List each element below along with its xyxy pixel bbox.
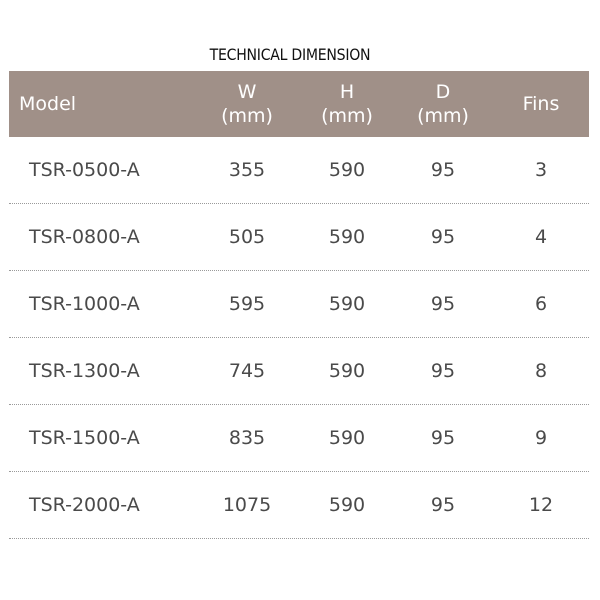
header-height xyxy=(307,71,387,137)
cell-width: 835 xyxy=(228,427,266,449)
table-row xyxy=(9,271,589,338)
table-row xyxy=(9,338,589,405)
table-row xyxy=(9,204,589,271)
cell-fins: 3 xyxy=(534,159,548,181)
header-width-unit: (mm) xyxy=(221,105,273,127)
cell-depth: 95 xyxy=(430,226,456,248)
cell-depth: 95 xyxy=(430,360,456,382)
cell-width: 505 xyxy=(228,226,266,248)
cell-fins: 6 xyxy=(534,293,548,315)
cell-depth: 95 xyxy=(430,159,456,181)
cell-model: TSR-1000-A xyxy=(29,293,140,315)
header-height-label: H xyxy=(339,81,355,103)
header-depth-unit: (mm) xyxy=(417,105,469,127)
cell-model: TSR-1500-A xyxy=(29,427,140,449)
header-model xyxy=(19,71,76,137)
cell-depth: 95 xyxy=(430,494,456,516)
cell-fins: 4 xyxy=(534,226,548,248)
cell-height: 590 xyxy=(328,360,366,382)
cell-model: TSR-1300-A xyxy=(29,360,140,382)
cell-height: 590 xyxy=(328,159,366,181)
cell-height: 590 xyxy=(328,494,366,516)
cell-model: TSR-0800-A xyxy=(29,226,140,248)
header-depth xyxy=(403,71,483,137)
cell-height: 590 xyxy=(328,226,366,248)
header-depth-label: D xyxy=(435,81,451,103)
cell-width: 355 xyxy=(228,159,266,181)
cell-fins: 8 xyxy=(534,360,548,382)
cell-width: 595 xyxy=(228,293,266,315)
table-header xyxy=(9,71,589,137)
header-fins xyxy=(501,71,581,137)
cell-fins: 12 xyxy=(528,494,554,516)
table-row xyxy=(9,137,589,204)
technical-dimension-table xyxy=(9,71,589,539)
cell-width: 1075 xyxy=(222,494,272,516)
page-title: TECHNICAL DIMENSION xyxy=(209,45,371,64)
cell-model: TSR-0500-A xyxy=(29,159,140,181)
header-height-unit: (mm) xyxy=(321,105,373,127)
cell-height: 590 xyxy=(328,293,366,315)
cell-height: 590 xyxy=(328,427,366,449)
header-fins-label: Fins xyxy=(522,93,560,115)
header-model-label: Model xyxy=(19,93,77,115)
cell-fins: 9 xyxy=(534,427,548,449)
cell-depth: 95 xyxy=(430,427,456,449)
cell-model: TSR-2000-A xyxy=(29,494,140,516)
table-row xyxy=(9,472,589,539)
header-width-label: W xyxy=(237,81,257,103)
table-row xyxy=(9,405,589,472)
cell-width: 745 xyxy=(228,360,266,382)
header-width xyxy=(207,71,287,137)
cell-depth: 95 xyxy=(430,293,456,315)
